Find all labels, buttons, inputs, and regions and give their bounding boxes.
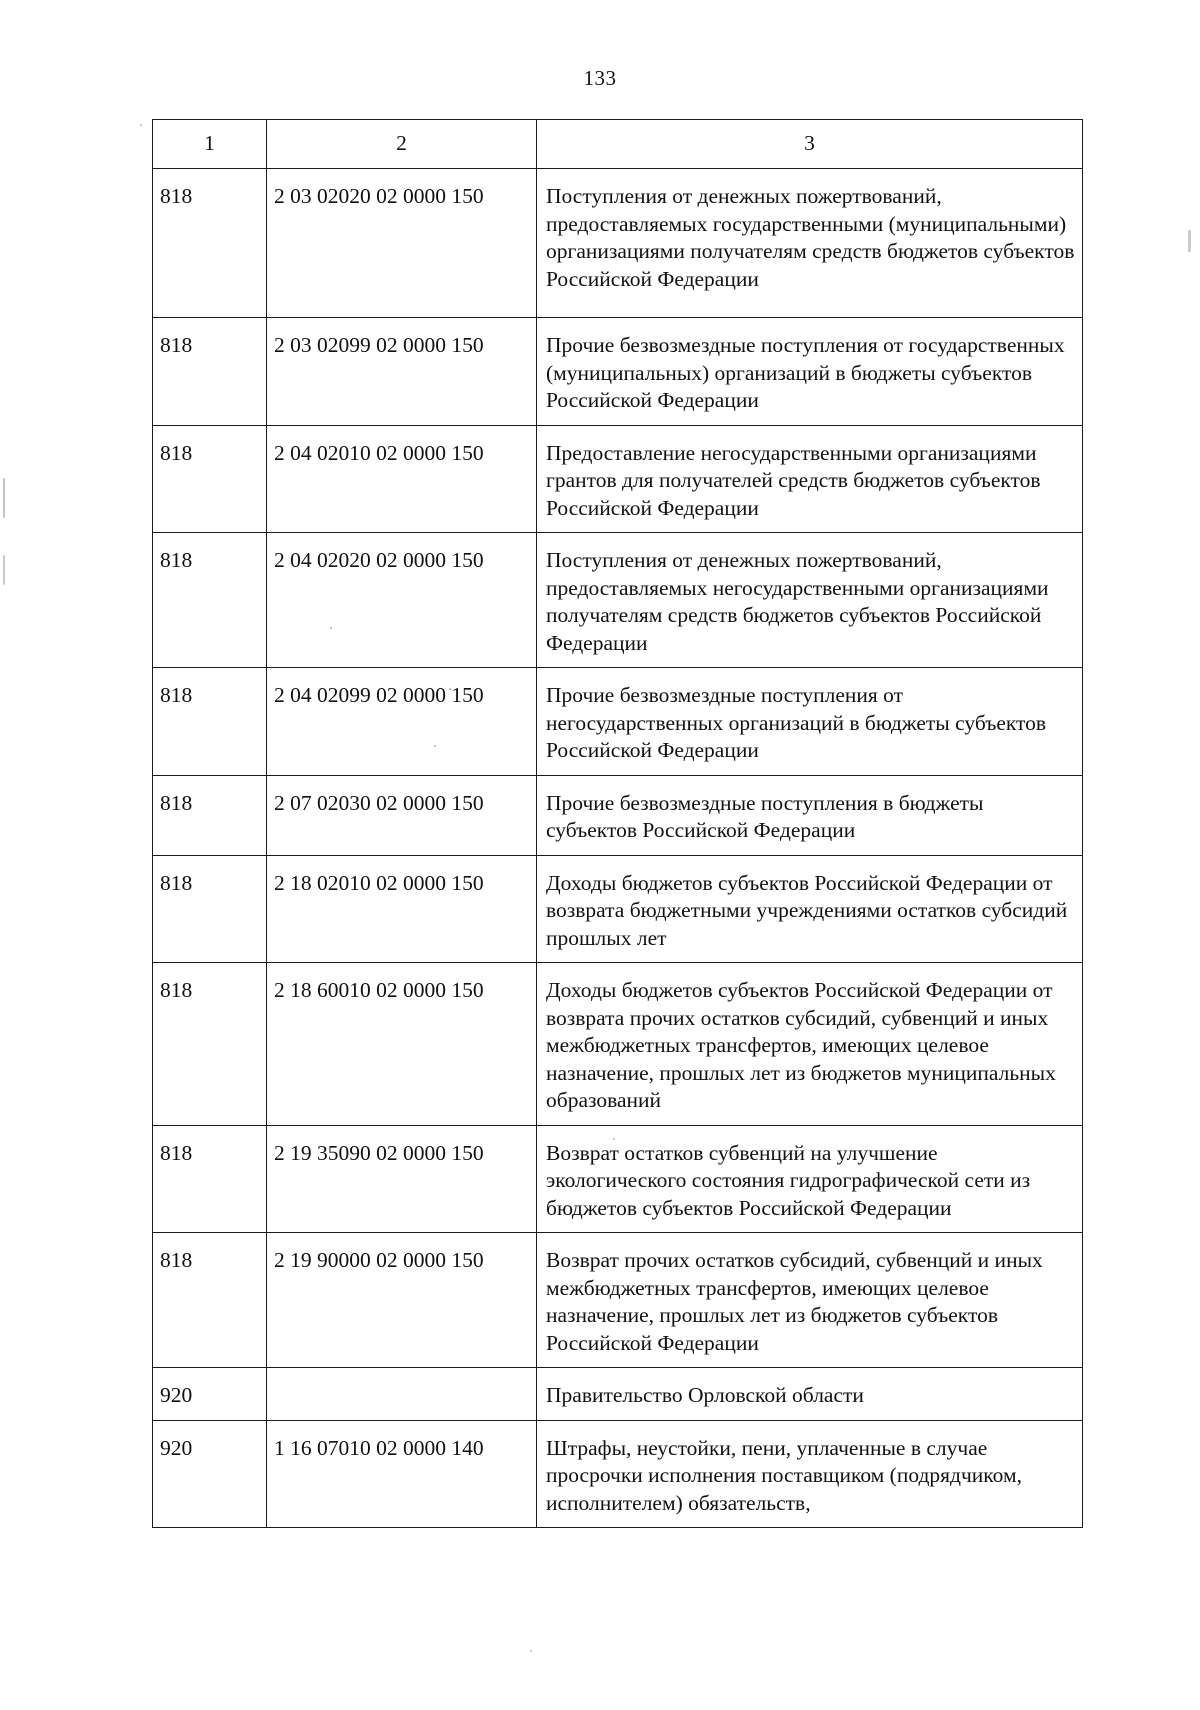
table-row — [153, 855, 1083, 963]
budget-code-cell: 2 19 90000 02 0000 150 — [267, 1233, 537, 1368]
budget-code-cell: 2 04 02020 02 0000 150 — [267, 533, 537, 668]
table-row — [153, 1420, 1083, 1528]
table-row — [153, 533, 1083, 668]
header-col-1: 1 — [153, 120, 267, 169]
header-row — [153, 120, 1083, 169]
budget-codes-table — [152, 119, 1083, 1528]
admin-code-cell: 818 — [153, 169, 267, 318]
scan-speck — [434, 745, 436, 747]
scan-speck — [3, 478, 5, 518]
description-cell: Возврат остатков субвенций на улучшение экологического состояния гидрографической сети из бюджетов субъектов Российской Федерации — [537, 1125, 1083, 1233]
admin-code-cell: 818 — [153, 855, 267, 963]
admin-code-cell: 818 — [153, 1125, 267, 1233]
description-cell: Прочие безвозмездные поступления от государственных (муниципальных) организаций в бюджеты субъектов Российской Федерации — [537, 318, 1083, 426]
budget-code-cell: 2 07 02030 02 0000 150 — [267, 775, 537, 855]
description-cell: Доходы бюджетов субъектов Российской Федерации от возврата прочих остатков субсидий, субвенций и иных межбюджетных трансфертов, имеющих целевое назначение, прошлых лет из бюджетов муниципальных образований — [537, 963, 1083, 1126]
table-header — [153, 120, 1083, 169]
description-cell: Правительство Орловской области — [537, 1368, 1083, 1421]
budget-code-cell — [267, 1368, 537, 1421]
table-row — [153, 169, 1083, 318]
table-row — [153, 425, 1083, 533]
budget-code-cell: 2 04 02010 02 0000 150 — [267, 425, 537, 533]
table-row — [153, 963, 1083, 1126]
description-cell: Возврат прочих остатков субсидий, субвенций и иных межбюджетных трансфертов, имеющих целевое назначение, прошлых лет из бюджетов субъектов Российской Федерации — [537, 1233, 1083, 1368]
description-cell: Поступления от денежных пожертвований, предоставляемых государственными (муниципальными) организациями получателям средств бюджетов субъектов Российской Федерации — [537, 169, 1083, 318]
budget-code-cell: 2 18 60010 02 0000 150 — [267, 963, 537, 1126]
admin-code-cell: 818 — [153, 425, 267, 533]
admin-code-cell: 920 — [153, 1420, 267, 1528]
scan-speck — [3, 555, 5, 585]
description-cell: Штрафы, неустойки, пени, уплаченные в случае просрочки исполнения поставщиком (подрядчиком, исполнителем) обязательств, — [537, 1420, 1083, 1528]
admin-code-cell: 818 — [153, 1233, 267, 1368]
description-cell: Доходы бюджетов субъектов Российской Федерации от возврата бюджетными учреждениями остатков субсидий прошлых лет — [537, 855, 1083, 963]
budget-code-cell: 2 03 02099 02 0000 150 — [267, 318, 537, 426]
scan-speck — [613, 1138, 615, 1140]
admin-code-cell: 818 — [153, 668, 267, 776]
description-cell: Поступления от денежных пожертвований, предоставляемых негосударственными организациями получателям средств бюджетов субъектов Российской Федерации — [537, 533, 1083, 668]
table-row — [153, 1125, 1083, 1233]
description-cell: Прочие безвозмездные поступления от негосударственных организаций в бюджеты субъектов Российской Федерации — [537, 668, 1083, 776]
admin-code-cell: 818 — [153, 963, 267, 1126]
scan-speck — [1188, 230, 1191, 252]
budget-code-cell: 1 16 07010 02 0000 140 — [267, 1420, 537, 1528]
table-row — [153, 668, 1083, 776]
budget-code-cell: 2 19 35090 02 0000 150 — [267, 1125, 537, 1233]
table-row — [153, 775, 1083, 855]
header-col-2: 2 — [267, 120, 537, 169]
admin-code-cell: 818 — [153, 775, 267, 855]
table-row — [153, 318, 1083, 426]
scan-speck — [449, 688, 451, 690]
admin-code-cell: 920 — [153, 1368, 267, 1421]
budget-code-cell: 2 03 02020 02 0000 150 — [267, 169, 537, 318]
scan-speck — [330, 627, 332, 629]
budget-code-cell: 2 18 02010 02 0000 150 — [267, 855, 537, 963]
admin-code-cell: 818 — [153, 533, 267, 668]
table-body — [153, 169, 1083, 1528]
description-cell: Прочие безвозмездные поступления в бюджеты субъектов Российской Федерации — [537, 775, 1083, 855]
budget-code-cell: 2 04 02099 02 0000 150 — [267, 668, 537, 776]
admin-code-cell: 818 — [153, 318, 267, 426]
description-cell: Предоставление негосударственными организациями грантов для получателей средств бюджетов субъектов Российской Федерации — [537, 425, 1083, 533]
scan-speck — [140, 124, 142, 126]
table-row — [153, 1233, 1083, 1368]
scan-speck — [530, 1650, 532, 1652]
header-col-3: 3 — [537, 120, 1083, 169]
page-number: 133 — [583, 66, 617, 90]
table-row — [153, 1368, 1083, 1421]
